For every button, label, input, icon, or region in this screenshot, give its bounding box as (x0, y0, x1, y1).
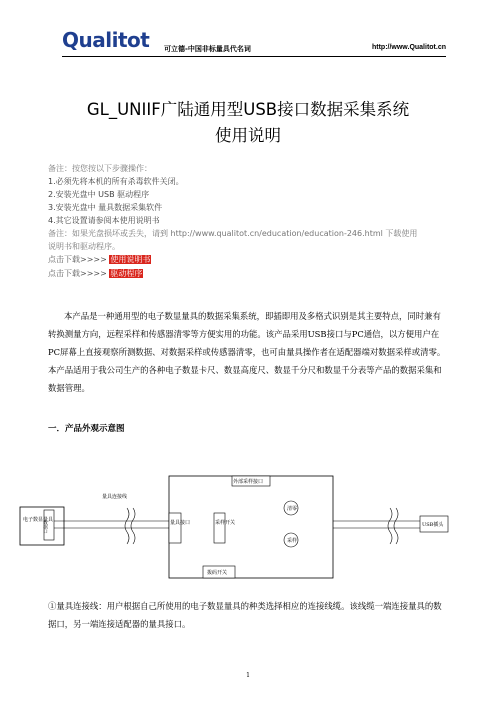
caption-cable: ①量具连接线：用户根据自己所使用的电子数显量具的种类选择相应的连接线缆。该线缆一端连接量具的数据口，另一端连接适配器的量具接口。 (48, 601, 442, 629)
note-step-1: 1.必须先将本机的所有杀毒软件关闭。 (48, 177, 184, 186)
external-port-label: 外部采样接口 (233, 479, 264, 485)
note-step-2: 2.安装光盘中 USB 驱动程序 (48, 190, 150, 199)
download-manual-link[interactable]: 使用说明书 (110, 255, 151, 264)
cable-label: 量具连接线 (102, 494, 128, 500)
sample-button-label: 采样 (287, 538, 298, 544)
note-step-3: 3.安装光盘中 量具数据采集软件 (48, 203, 163, 212)
page-number: 1 (246, 672, 250, 679)
doc-title: GL_UNIIF广陆通用型USB接口数据采集系统 (86, 100, 410, 119)
usb-plug-label: USB插头 (422, 522, 444, 528)
cable-break (131, 508, 135, 544)
doc-subtitle: 使用说明 (215, 126, 281, 145)
header-slogan: 可立德-中国非标量具代名词 (164, 45, 251, 53)
usb-cable-break (394, 508, 398, 544)
gauge-port-box (169, 513, 181, 543)
gauge-port-label: 量具接口 (170, 520, 191, 526)
note-intro: 备注：按您按以下步骤操作： (48, 164, 152, 173)
intro-paragraph: 本产品是一种通用型的电子数显量具的数据采集系统，即插即用及多格式识别是其主要特点，同时兼有转换测量方向，远程采样和传感器清零等方便实用的功能。该产品采用USB接口与PC通信，以方便用户在PC屏幕上直接观察所测数据、对数据采样或传感器清零，也可由量具操作者在适配器端对数据采样或清零。本产品适用于我公司生产的各种电子数显卡尺、数显高度尺、数显千分尺和数显千分表等产品的数据采集和数据管理。 (48, 311, 446, 393)
usb-cable-break (388, 508, 392, 544)
section-title-appearance: 一．产品外观示意图 (48, 424, 125, 434)
gauge-box-label: 电子数显量具 (23, 517, 54, 523)
data-port-label: 数据口 (42, 520, 48, 534)
header-url: http://www.Qualitot.cn (371, 44, 446, 51)
dip-switch-label: 拨码开关 (207, 570, 228, 576)
note-step-4: 4.其它设置请参阅本使用说明书 (48, 216, 160, 225)
adapter-box (169, 476, 333, 578)
download-driver-link[interactable]: 驱动程序 (110, 269, 143, 278)
note-lost-line1: 备注：如果光盘损坏或丢失，请到 http://www.qualitot.cn/education/education-246.html 下载使用 (48, 229, 418, 238)
clear-button-label: 清零 (287, 506, 298, 512)
download-prefix: 点击下载>>>> (48, 255, 110, 264)
note-lost-line2: 说明书和驱动程序。 (48, 242, 120, 251)
download-prefix: 点击下载>>>> (48, 269, 110, 278)
qualitot-logo: Qualitot (62, 28, 150, 52)
sample-switch-label: 采样开关 (215, 520, 236, 526)
sample-switch-box (214, 513, 225, 543)
cable-break (125, 508, 129, 544)
